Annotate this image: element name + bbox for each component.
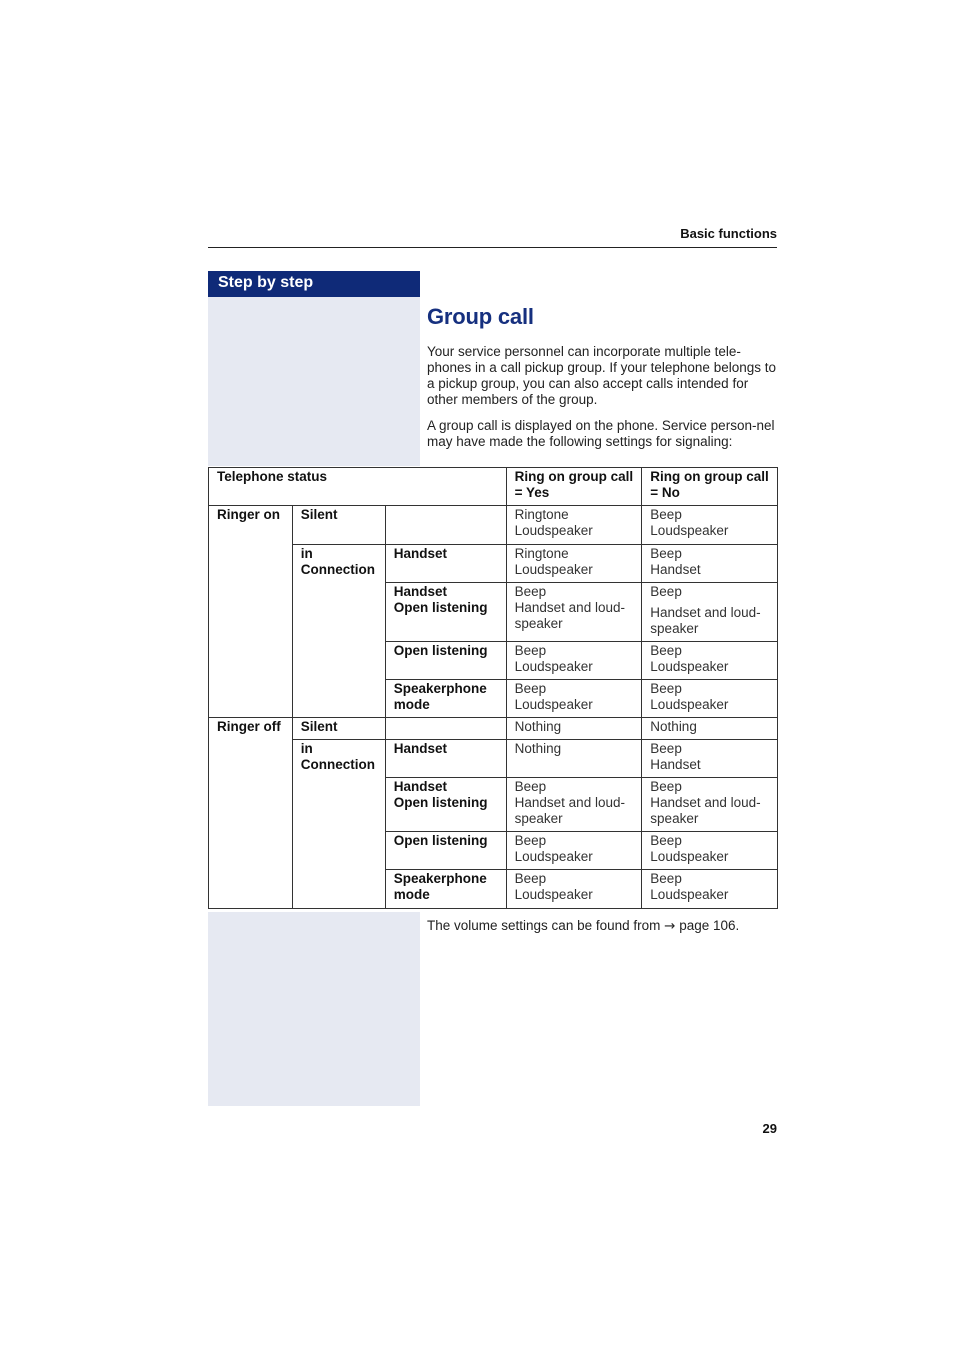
- empty-cell: [385, 506, 506, 545]
- mode-label: Handset: [385, 740, 506, 778]
- table-row: [209, 718, 778, 740]
- mode-label: Speakerphone mode: [385, 870, 506, 909]
- header-ring-yes: Ring on group call = Yes: [506, 468, 642, 506]
- cell-yes: Beep Loudspeaker: [506, 870, 642, 909]
- mode-label: Open listening: [385, 642, 506, 680]
- table-header-row: [209, 468, 778, 506]
- header-telephone-status: Telephone status: [209, 468, 507, 506]
- intro-paragraph: Your service personnel can incorporate multiple tele-phones in a call pickup group. If your telephone belongs to a pickup group, you can also accept calls intended for other members of the group.: [427, 344, 776, 407]
- note-text: The volume settings can be found from: [427, 918, 661, 933]
- cell-no: Beep Handset and loud- speaker: [642, 583, 778, 642]
- table-row: [209, 506, 778, 545]
- cell-yes: Beep Loudspeaker: [506, 832, 642, 870]
- cell-no: Beep Loudspeaker: [642, 680, 778, 718]
- sidebar-panel-bottom: [208, 912, 420, 1106]
- cell-yes: Nothing: [506, 718, 642, 740]
- cell-no: Beep Loudspeaker: [642, 642, 778, 680]
- table-row: [209, 740, 778, 778]
- in-connection-label: in Connection: [292, 740, 385, 909]
- header-ring-no: Ring on group call = No: [642, 468, 778, 506]
- cell-no: Beep Loudspeaker: [642, 506, 778, 545]
- page-title: Group call: [427, 304, 534, 329]
- cell-yes: Ringtone Loudspeaker: [506, 545, 642, 583]
- page-reference-link[interactable]: page 106.: [679, 918, 740, 933]
- mode-label: Speakerphone mode: [385, 680, 506, 718]
- cell-yes: Beep Handset and loud- speaker: [506, 778, 642, 832]
- cell-yes: Beep Loudspeaker: [506, 642, 642, 680]
- mode-label: Handset Open listening: [385, 778, 506, 832]
- silent-label: Silent: [292, 506, 385, 545]
- header-section-title: Basic functions: [680, 226, 777, 241]
- cell-no: Beep Handset and loud- speaker: [642, 778, 778, 832]
- signaling-table: [208, 467, 778, 909]
- page-number: 29: [762, 1121, 777, 1136]
- cell-yes: Beep Handset and loud- speaker: [506, 583, 642, 642]
- cell-no: Beep Loudspeaker: [642, 832, 778, 870]
- mode-label: Handset: [385, 545, 506, 583]
- mode-label: Handset Open listening: [385, 583, 506, 642]
- sidebar-label: Step by step: [208, 271, 420, 297]
- signaling-paragraph: A group call is displayed on the phone. Service person-nel may have made the following settings for signaling:: [427, 418, 775, 449]
- cell-no: Beep Handset: [642, 740, 778, 778]
- table-row: [209, 545, 778, 583]
- ringer-off-label: Ringer off: [209, 718, 293, 909]
- empty-cell: [385, 718, 506, 740]
- cell-no: Nothing: [642, 718, 778, 740]
- ringer-on-label: Ringer on: [209, 506, 293, 718]
- cell-yes: Beep Loudspeaker: [506, 680, 642, 718]
- cell-no: Beep Loudspeaker: [642, 870, 778, 909]
- sidebar-panel-top: [208, 271, 420, 466]
- mode-label: Open listening: [385, 832, 506, 870]
- cell-no: Beep Handset: [642, 545, 778, 583]
- in-connection-label: in Connection: [292, 545, 385, 718]
- header-divider: [208, 247, 777, 248]
- volume-settings-note: [427, 918, 739, 934]
- cell-yes: Ringtone Loudspeaker: [506, 506, 642, 545]
- cell-yes: Nothing: [506, 740, 642, 778]
- arrow-right-icon: →: [664, 918, 676, 934]
- silent-label: Silent: [292, 718, 385, 740]
